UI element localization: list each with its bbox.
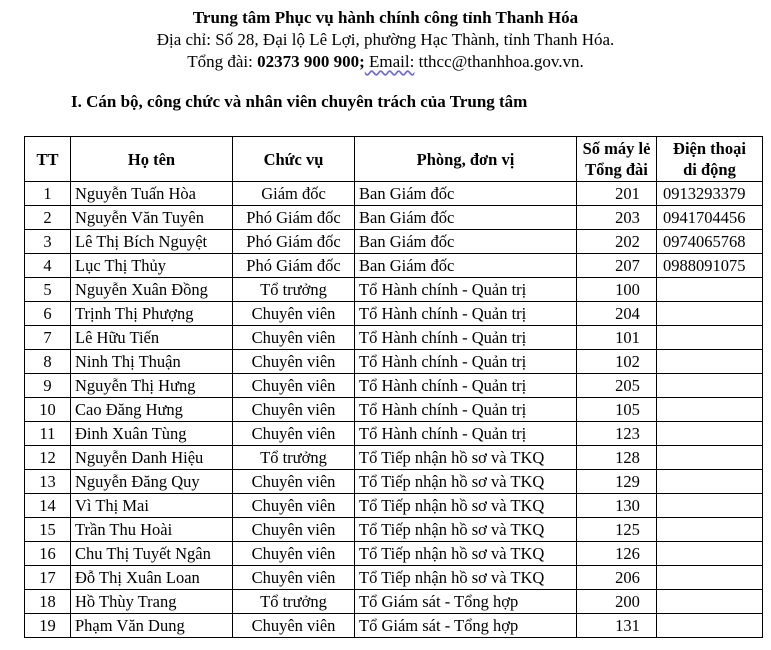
cell-tt: 4: [25, 254, 71, 278]
cell-mobile: [657, 302, 763, 326]
cell-tt: 17: [25, 566, 71, 590]
cell-tt: 9: [25, 374, 71, 398]
cell-department: Ban Giám đốc: [355, 206, 577, 230]
cell-extension: 207: [577, 254, 657, 278]
cell-department: Tổ Hành chính - Quản trị: [355, 398, 577, 422]
header-mobile-line1: Điện thoại: [673, 139, 746, 158]
table-row: [25, 374, 763, 398]
cell-department: Tổ Hành chính - Quản trị: [355, 278, 577, 302]
header-tt: TT: [25, 137, 71, 182]
cell-tt: 13: [25, 470, 71, 494]
cell-department: Tổ Hành chính - Quản trị: [355, 422, 577, 446]
cell-mobile: [657, 326, 763, 350]
cell-tt: 6: [25, 302, 71, 326]
cell-department: Tổ Giám sát - Tổng hợp: [355, 590, 577, 614]
cell-tt: 8: [25, 350, 71, 374]
table-header-row: [25, 137, 763, 182]
cell-extension: 206: [577, 566, 657, 590]
cell-name: Đỗ Thị Xuân Loan: [71, 566, 233, 590]
table-row: [25, 206, 763, 230]
cell-name: Ninh Thị Thuận: [71, 350, 233, 374]
staff-table: [24, 136, 763, 638]
cell-department: Tổ Tiếp nhận hồ sơ và TKQ: [355, 470, 577, 494]
cell-extension: 123: [577, 422, 657, 446]
cell-name: Nguyễn Tuấn Hòa: [71, 182, 233, 206]
cell-tt: 3: [25, 230, 71, 254]
cell-position: Chuyên viên: [233, 494, 355, 518]
cell-position: Tổ trưởng: [233, 590, 355, 614]
cell-department: Ban Giám đốc: [355, 254, 577, 278]
cell-position: Phó Giám đốc: [233, 206, 355, 230]
email-address: tthcc@thanhhoa.gov.vn.: [414, 52, 584, 71]
cell-tt: 14: [25, 494, 71, 518]
staff-table-body: [25, 182, 763, 638]
cell-extension: 101: [577, 326, 657, 350]
table-row: [25, 230, 763, 254]
table-row: [25, 422, 763, 446]
cell-tt: 15: [25, 518, 71, 542]
cell-position: Chuyên viên: [233, 326, 355, 350]
header-mobile: [657, 137, 763, 182]
cell-mobile: [657, 278, 763, 302]
cell-position: Chuyên viên: [233, 518, 355, 542]
section-title: I. Cán bộ, công chức và nhân viên chuyên trách của Trung tâm: [71, 92, 528, 111]
cell-department: Tổ Hành chính - Quản trị: [355, 374, 577, 398]
cell-extension: 100: [577, 278, 657, 302]
cell-extension: 204: [577, 302, 657, 326]
cell-mobile: 0941704456: [657, 206, 763, 230]
cell-position: Chuyên viên: [233, 542, 355, 566]
cell-name: Vì Thị Mai: [71, 494, 233, 518]
cell-extension: 125: [577, 518, 657, 542]
cell-extension: 131: [577, 614, 657, 638]
cell-department: Tổ Tiếp nhận hồ sơ và TKQ: [355, 446, 577, 470]
cell-mobile: 0913293379: [657, 182, 763, 206]
table-row: [25, 302, 763, 326]
cell-department: Tổ Hành chính - Quản trị: [355, 350, 577, 374]
cell-name: Nguyễn Thị Hưng: [71, 374, 233, 398]
cell-tt: 19: [25, 614, 71, 638]
cell-tt: 16: [25, 542, 71, 566]
table-row: [25, 614, 763, 638]
cell-extension: 205: [577, 374, 657, 398]
cell-tt: 2: [25, 206, 71, 230]
cell-name: Lục Thị Thủy: [71, 254, 233, 278]
cell-department: Tổ Tiếp nhận hồ sơ và TKQ: [355, 566, 577, 590]
cell-department: Tổ Hành chính - Quản trị: [355, 302, 577, 326]
cell-name: Lê Hữu Tiến: [71, 326, 233, 350]
cell-name: Phạm Văn Dung: [71, 614, 233, 638]
cell-mobile: [657, 422, 763, 446]
cell-mobile: [657, 446, 763, 470]
cell-name: Lê Thị Bích Nguyệt: [71, 230, 233, 254]
cell-name: Nguyễn Xuân Đồng: [71, 278, 233, 302]
cell-tt: 1: [25, 182, 71, 206]
cell-extension: 130: [577, 494, 657, 518]
cell-department: Tổ Tiếp nhận hồ sơ và TKQ: [355, 518, 577, 542]
cell-name: Đinh Xuân Tùng: [71, 422, 233, 446]
cell-extension: 200: [577, 590, 657, 614]
cell-name: Trịnh Thị Phượng: [71, 302, 233, 326]
cell-name: Chu Thị Tuyết Ngân: [71, 542, 233, 566]
header-extension-line2: Tổng đài: [585, 160, 648, 179]
cell-position: Giám đốc: [233, 182, 355, 206]
table-row: [25, 254, 763, 278]
table-row: [25, 446, 763, 470]
cell-name: Nguyễn Danh Hiệu: [71, 446, 233, 470]
header-department: Phòng, đơn vị: [355, 137, 577, 182]
cell-tt: 7: [25, 326, 71, 350]
cell-mobile: [657, 470, 763, 494]
cell-tt: 18: [25, 590, 71, 614]
table-row: [25, 542, 763, 566]
cell-tt: 10: [25, 398, 71, 422]
header-extension-line1: Số máy lẻ: [582, 139, 651, 158]
cell-position: Chuyên viên: [233, 398, 355, 422]
phone-label: Tổng đài:: [187, 52, 258, 71]
header-name: Họ tên: [71, 137, 233, 182]
table-row: [25, 182, 763, 206]
cell-department: Tổ Hành chính - Quản trị: [355, 326, 577, 350]
cell-extension: 102: [577, 350, 657, 374]
cell-mobile: [657, 566, 763, 590]
cell-mobile: [657, 350, 763, 374]
cell-position: Tổ trưởng: [233, 278, 355, 302]
cell-tt: 11: [25, 422, 71, 446]
cell-position: Chuyên viên: [233, 614, 355, 638]
cell-mobile: [657, 518, 763, 542]
cell-mobile: [657, 374, 763, 398]
cell-mobile: [657, 542, 763, 566]
header-mobile-line2: di động: [683, 160, 736, 179]
cell-position: Chuyên viên: [233, 422, 355, 446]
contact-line: [0, 51, 771, 73]
table-row: [25, 518, 763, 542]
cell-name: Trần Thu Hoài: [71, 518, 233, 542]
cell-position: Chuyên viên: [233, 374, 355, 398]
email-label: Email:: [364, 52, 415, 71]
table-row: [25, 326, 763, 350]
cell-mobile: [657, 398, 763, 422]
table-row: [25, 470, 763, 494]
cell-tt: 12: [25, 446, 71, 470]
cell-department: Tổ Giám sát - Tổng hợp: [355, 614, 577, 638]
cell-position: Phó Giám đốc: [233, 230, 355, 254]
organization-name: Trung tâm Phục vụ hành chính công tỉnh Thanh Hóa: [192, 8, 579, 27]
cell-extension: 105: [577, 398, 657, 422]
cell-name: Nguyễn Đăng Quy: [71, 470, 233, 494]
cell-extension: 126: [577, 542, 657, 566]
table-row: [25, 494, 763, 518]
cell-mobile: 0974065768: [657, 230, 763, 254]
cell-name: Cao Đăng Hưng: [71, 398, 233, 422]
phone-number: 02373 900 900;: [257, 52, 365, 71]
cell-tt: 5: [25, 278, 71, 302]
cell-extension: 128: [577, 446, 657, 470]
cell-department: Tổ Tiếp nhận hồ sơ và TKQ: [355, 542, 577, 566]
table-row: [25, 398, 763, 422]
cell-extension: 203: [577, 206, 657, 230]
cell-position: Tổ trưởng: [233, 446, 355, 470]
table-row: [25, 590, 763, 614]
cell-position: Chuyên viên: [233, 470, 355, 494]
cell-mobile: [657, 494, 763, 518]
cell-position: Chuyên viên: [233, 566, 355, 590]
cell-position: Phó Giám đốc: [233, 254, 355, 278]
cell-position: Chuyên viên: [233, 350, 355, 374]
document-header: [0, 6, 771, 73]
table-row: [25, 278, 763, 302]
cell-extension: 129: [577, 470, 657, 494]
cell-name: Hồ Thùy Trang: [71, 590, 233, 614]
cell-mobile: 0988091075: [657, 254, 763, 278]
address-line: Địa chỉ: Số 28, Đại lộ Lê Lợi, phường Hạc Thành, tỉnh Thanh Hóa.: [156, 30, 615, 49]
cell-department: Tổ Tiếp nhận hồ sơ và TKQ: [355, 494, 577, 518]
header-extension: [577, 137, 657, 182]
cell-position: Chuyên viên: [233, 302, 355, 326]
header-position: Chức vụ: [233, 137, 355, 182]
cell-department: Ban Giám đốc: [355, 182, 577, 206]
cell-mobile: [657, 590, 763, 614]
table-row: [25, 350, 763, 374]
table-row: [25, 566, 763, 590]
cell-extension: 201: [577, 182, 657, 206]
cell-mobile: [657, 614, 763, 638]
cell-department: Ban Giám đốc: [355, 230, 577, 254]
cell-name: Nguyễn Văn Tuyên: [71, 206, 233, 230]
cell-extension: 202: [577, 230, 657, 254]
